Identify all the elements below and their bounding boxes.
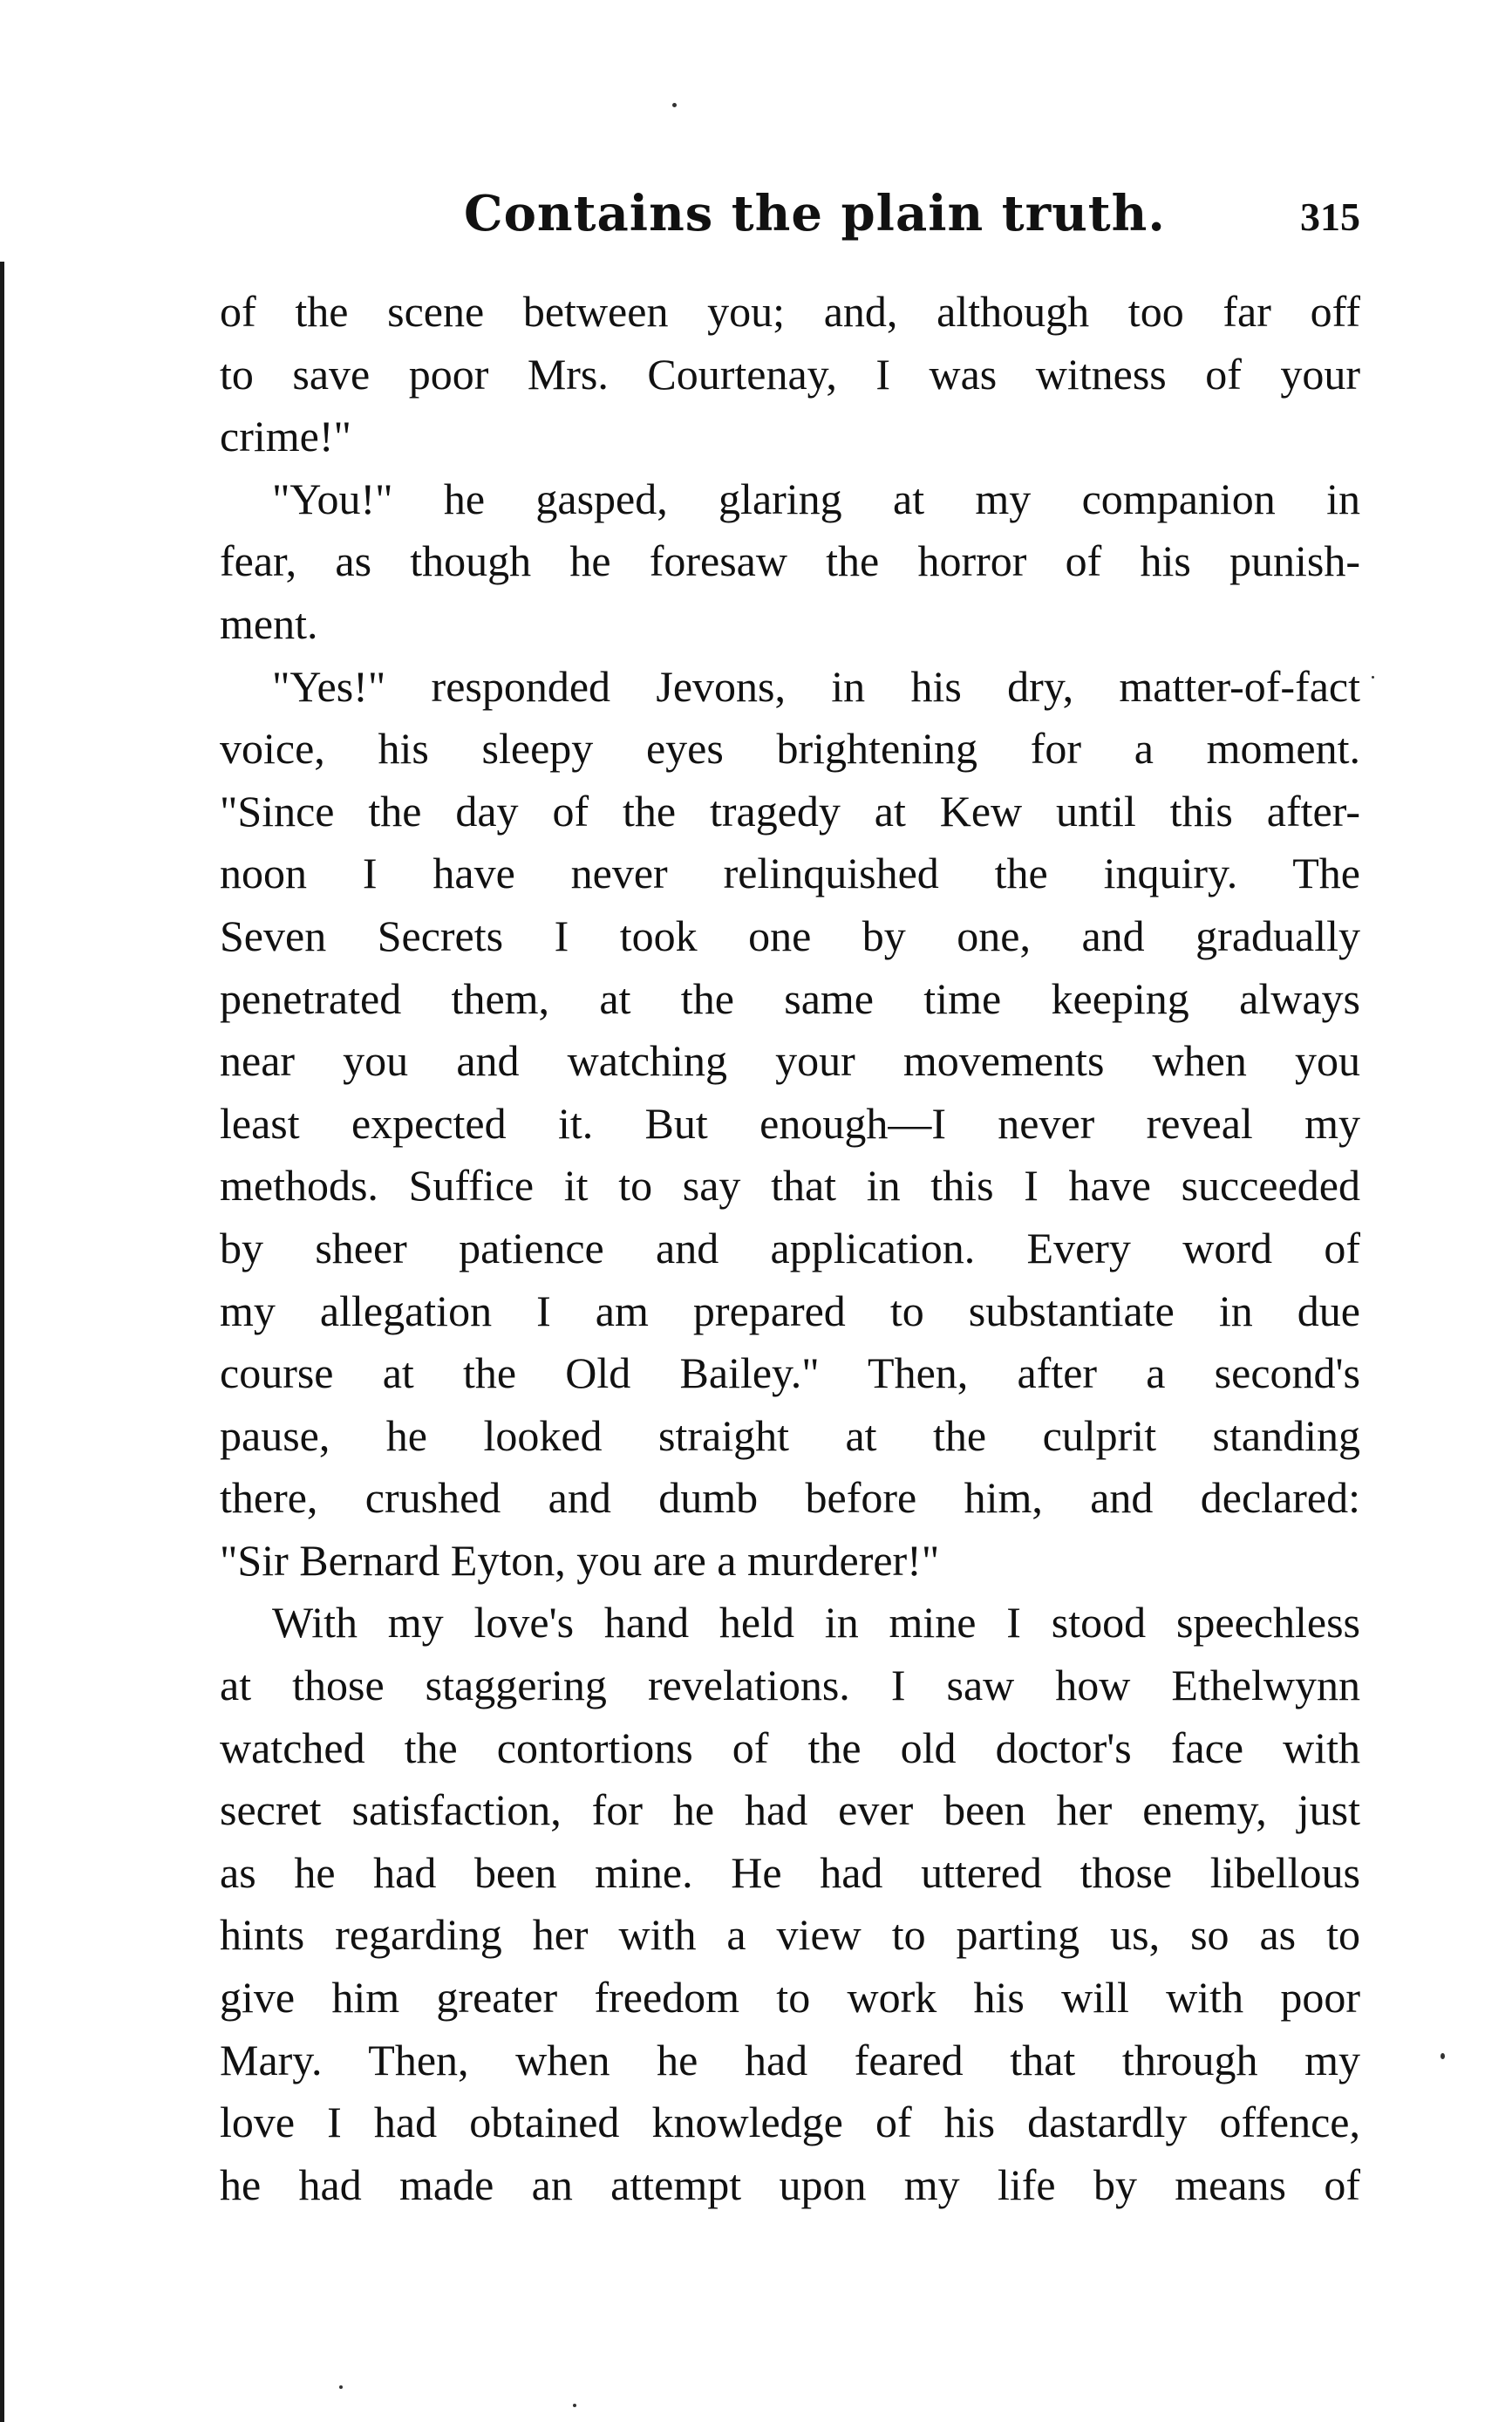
running-head bbox=[220, 179, 1360, 249]
text-line: ment. bbox=[220, 598, 318, 648]
text-line: "Yes!" responded Jevons, in his dry, matter-of-fact bbox=[272, 661, 1360, 711]
text-line: noon I have never relinquished the inquiry. The bbox=[220, 849, 1360, 898]
text-line: least expected it. But enough—I never reveal my bbox=[220, 1098, 1360, 1148]
text-line: fear, as though he foresaw the horror of his punish- bbox=[220, 536, 1360, 586]
text-line: there, crushed and dumb before him, and declared: bbox=[220, 1473, 1360, 1523]
text-line: at those staggering revelations. I saw how Ethelwynn bbox=[220, 1661, 1360, 1710]
text-line: give him greater freedom to work his will with poor bbox=[220, 1973, 1360, 2023]
scan-speck bbox=[339, 2385, 343, 2389]
running-title: Contains the plain truth. bbox=[464, 185, 1166, 242]
text-line: secret satisfaction, for he had ever been her enemy, just bbox=[220, 1785, 1360, 1835]
text-line: near you and watching your movements when you bbox=[220, 1036, 1360, 1086]
text-line: pause, he looked straight at the culprit standing bbox=[220, 1410, 1360, 1460]
text-line: my allegation I am prepared to substantiate in due bbox=[220, 1286, 1360, 1335]
text-line: Mary. Then, when he had feared that through my bbox=[220, 2035, 1360, 2084]
text-line: hints regarding her with a view to parting us, so as to bbox=[220, 1910, 1360, 1960]
text-line: course at the Old Bailey." Then, after a second's bbox=[220, 1348, 1360, 1398]
text-line: penetrated them, at the same time keeping always bbox=[220, 973, 1360, 1023]
text-line: Seven Secrets I took one by one, and gradually bbox=[220, 911, 1360, 960]
text-line: love I had obtained knowledge of his dastardly offence, bbox=[220, 2098, 1360, 2147]
text-line: of the scene between you; and, although too far off bbox=[220, 287, 1360, 336]
text-line: "Since the day of the tragedy at Kew until this after- bbox=[220, 786, 1360, 836]
text-line: "Sir Bernard Eyton, you are a murderer!" bbox=[220, 1535, 940, 1585]
text-line: With my love's hand held in mine I stood speechless bbox=[272, 1598, 1360, 1648]
text-line: by sheer patience and application. Every word of bbox=[220, 1223, 1360, 1272]
scan-speck bbox=[573, 2404, 576, 2407]
page-number: 315 bbox=[1300, 194, 1360, 239]
text-line: he had made an attempt upon my life by means of bbox=[220, 2159, 1360, 2209]
text-line: "You!" he gasped, glaring at my companion in bbox=[272, 474, 1360, 523]
text-line: crime!" bbox=[220, 412, 351, 461]
scan-speck bbox=[1440, 2053, 1445, 2059]
text-line: voice, his sleepy eyes brightening for a moment. bbox=[220, 724, 1360, 774]
scan-speck bbox=[672, 103, 677, 107]
text-line: to save poor Mrs. Courtenay, I was witness of your bbox=[220, 349, 1360, 399]
scan-speck bbox=[1372, 676, 1374, 679]
body-text bbox=[220, 281, 1360, 2216]
page-edge-rule bbox=[0, 262, 4, 2422]
text-line: as he had been mine. He had uttered those libellous bbox=[220, 1847, 1360, 1897]
text-line: methods. Suffice it to say that in this I have succeeded bbox=[220, 1161, 1360, 1211]
text-line: watched the contortions of the old doctor's face with bbox=[220, 1723, 1360, 1772]
